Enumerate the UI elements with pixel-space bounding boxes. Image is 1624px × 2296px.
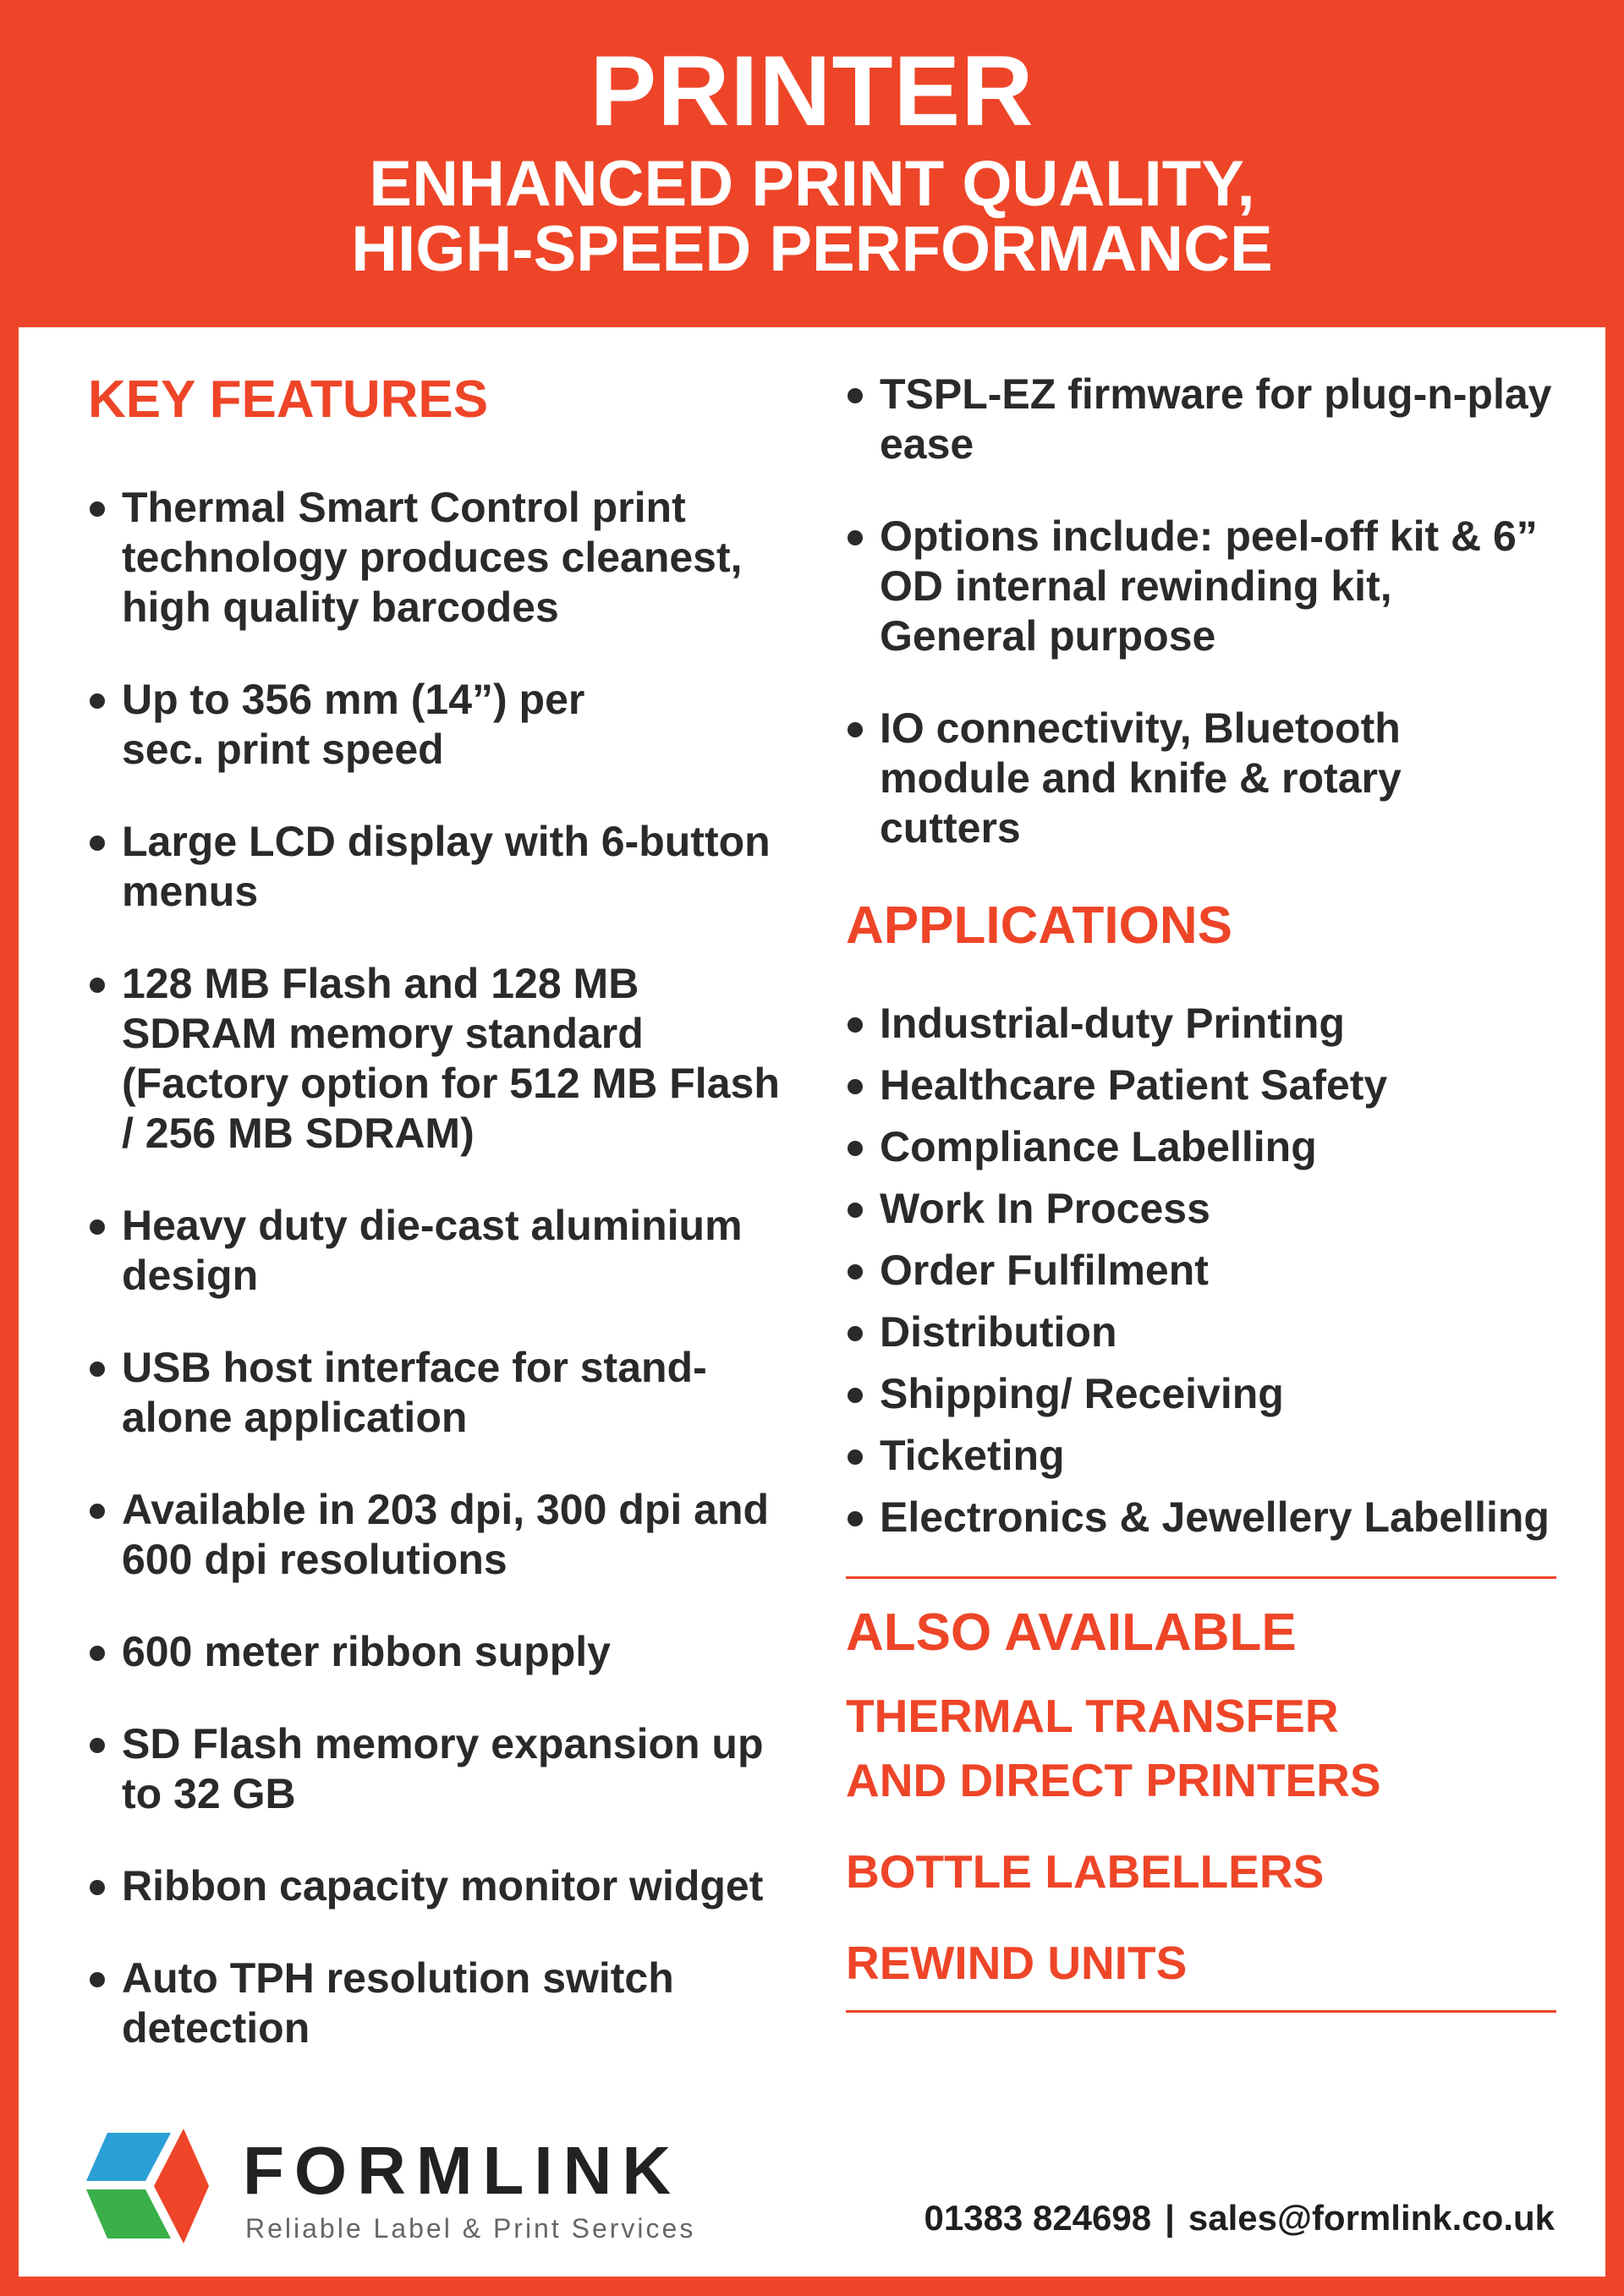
content-panel [19,327,1605,2277]
page-title: PRINTER [590,36,1034,147]
list-item: USB host interface for stand-alone application [88,1343,790,1443]
key-features-list-continued [846,370,1565,853]
logo-green-face [86,2189,171,2238]
left-column [88,327,790,2096]
subtitle-line-2: HIGH-SPEED PERFORMANCE [351,213,1273,285]
list-item: 128 MB Flash and 128 MB SDRAM memory standard (Factory option for 512 MB Flash / 256 MB SDRAM) [88,959,790,1159]
formlink-logo [86,2129,763,2247]
contact-separator: | [1165,2198,1175,2238]
applications-list [846,999,1565,1543]
list-item: Ribbon capacity monitor widget [88,1861,790,1911]
logo-blue-face [86,2133,171,2181]
list-item: Shipping/ Receiving [846,1369,1565,1419]
list-item: Work In Process [846,1184,1565,1234]
list-item: Order Fulfilment [846,1246,1565,1296]
list-item: TSPL-EZ firmware for plug-n-play ease [846,370,1565,469]
cube-logo-icon [86,2129,222,2247]
list-item: Thermal Smart Control print technology produces cleanest, high quality barcodes [88,483,790,633]
list-item: 600 meter ribbon supply [88,1627,790,1677]
list-item: Healthcare Patient Safety [846,1060,1565,1110]
also-available-item: AND DIRECT PRINTERS [846,1754,1381,1806]
list-item: SD Flash memory expansion up to 32 GB [88,1719,790,1819]
also-available-heading: ALSO AVAILABLE [846,1603,1297,1662]
logo-wordmark: FORMLINK [243,2133,682,2208]
list-item: Available in 203 dpi, 300 dpi and 600 dpi resolutions [88,1485,790,1585]
list-item: Ticketing [846,1431,1565,1481]
also-available-item: REWIND UNITS [846,1937,1188,1989]
also-available-item: BOTTLE LABELLERS [846,1845,1325,1898]
phone-number: 01383 824698 [924,2198,1152,2238]
list-item: Up to 356 mm (14”) per sec. print speed [88,675,790,775]
subtitle-line-1: ENHANCED PRINT QUALITY, [369,148,1255,220]
right-column [846,327,1565,2013]
list-item: Large LCD display with 6-button menus [88,817,790,917]
divider-bottom [846,2010,1556,2013]
applications-heading: APPLICATIONS [846,896,1232,955]
list-item: Heavy duty die-cast aluminium design [88,1201,790,1301]
email-address: sales@formlink.co.uk [1188,2198,1555,2238]
list-item: Options include: peel-off kit & 6” OD internal rewinding kit, General purpose [846,512,1565,661]
list-item: Industrial-duty Printing [846,999,1565,1049]
key-features-heading: KEY FEATURES [88,370,489,429]
key-features-list [88,483,790,2053]
list-item: Auto TPH resolution switch detection [88,1954,790,2053]
list-item: Distribution [846,1307,1565,1357]
list-item: Electronics & Jewellery Labelling [846,1493,1565,1543]
header-banner [0,0,1624,326]
logo-tagline: Reliable Label & Print Services [245,2213,696,2244]
list-item: IO connectivity, Bluetooth module and knife & rotary cutters [846,704,1565,853]
list-item: Compliance Labelling [846,1122,1565,1172]
contact-line [924,2196,1555,2240]
divider-top [846,1576,1556,1579]
also-available-item: THERMAL TRANSFER [846,1690,1339,1742]
